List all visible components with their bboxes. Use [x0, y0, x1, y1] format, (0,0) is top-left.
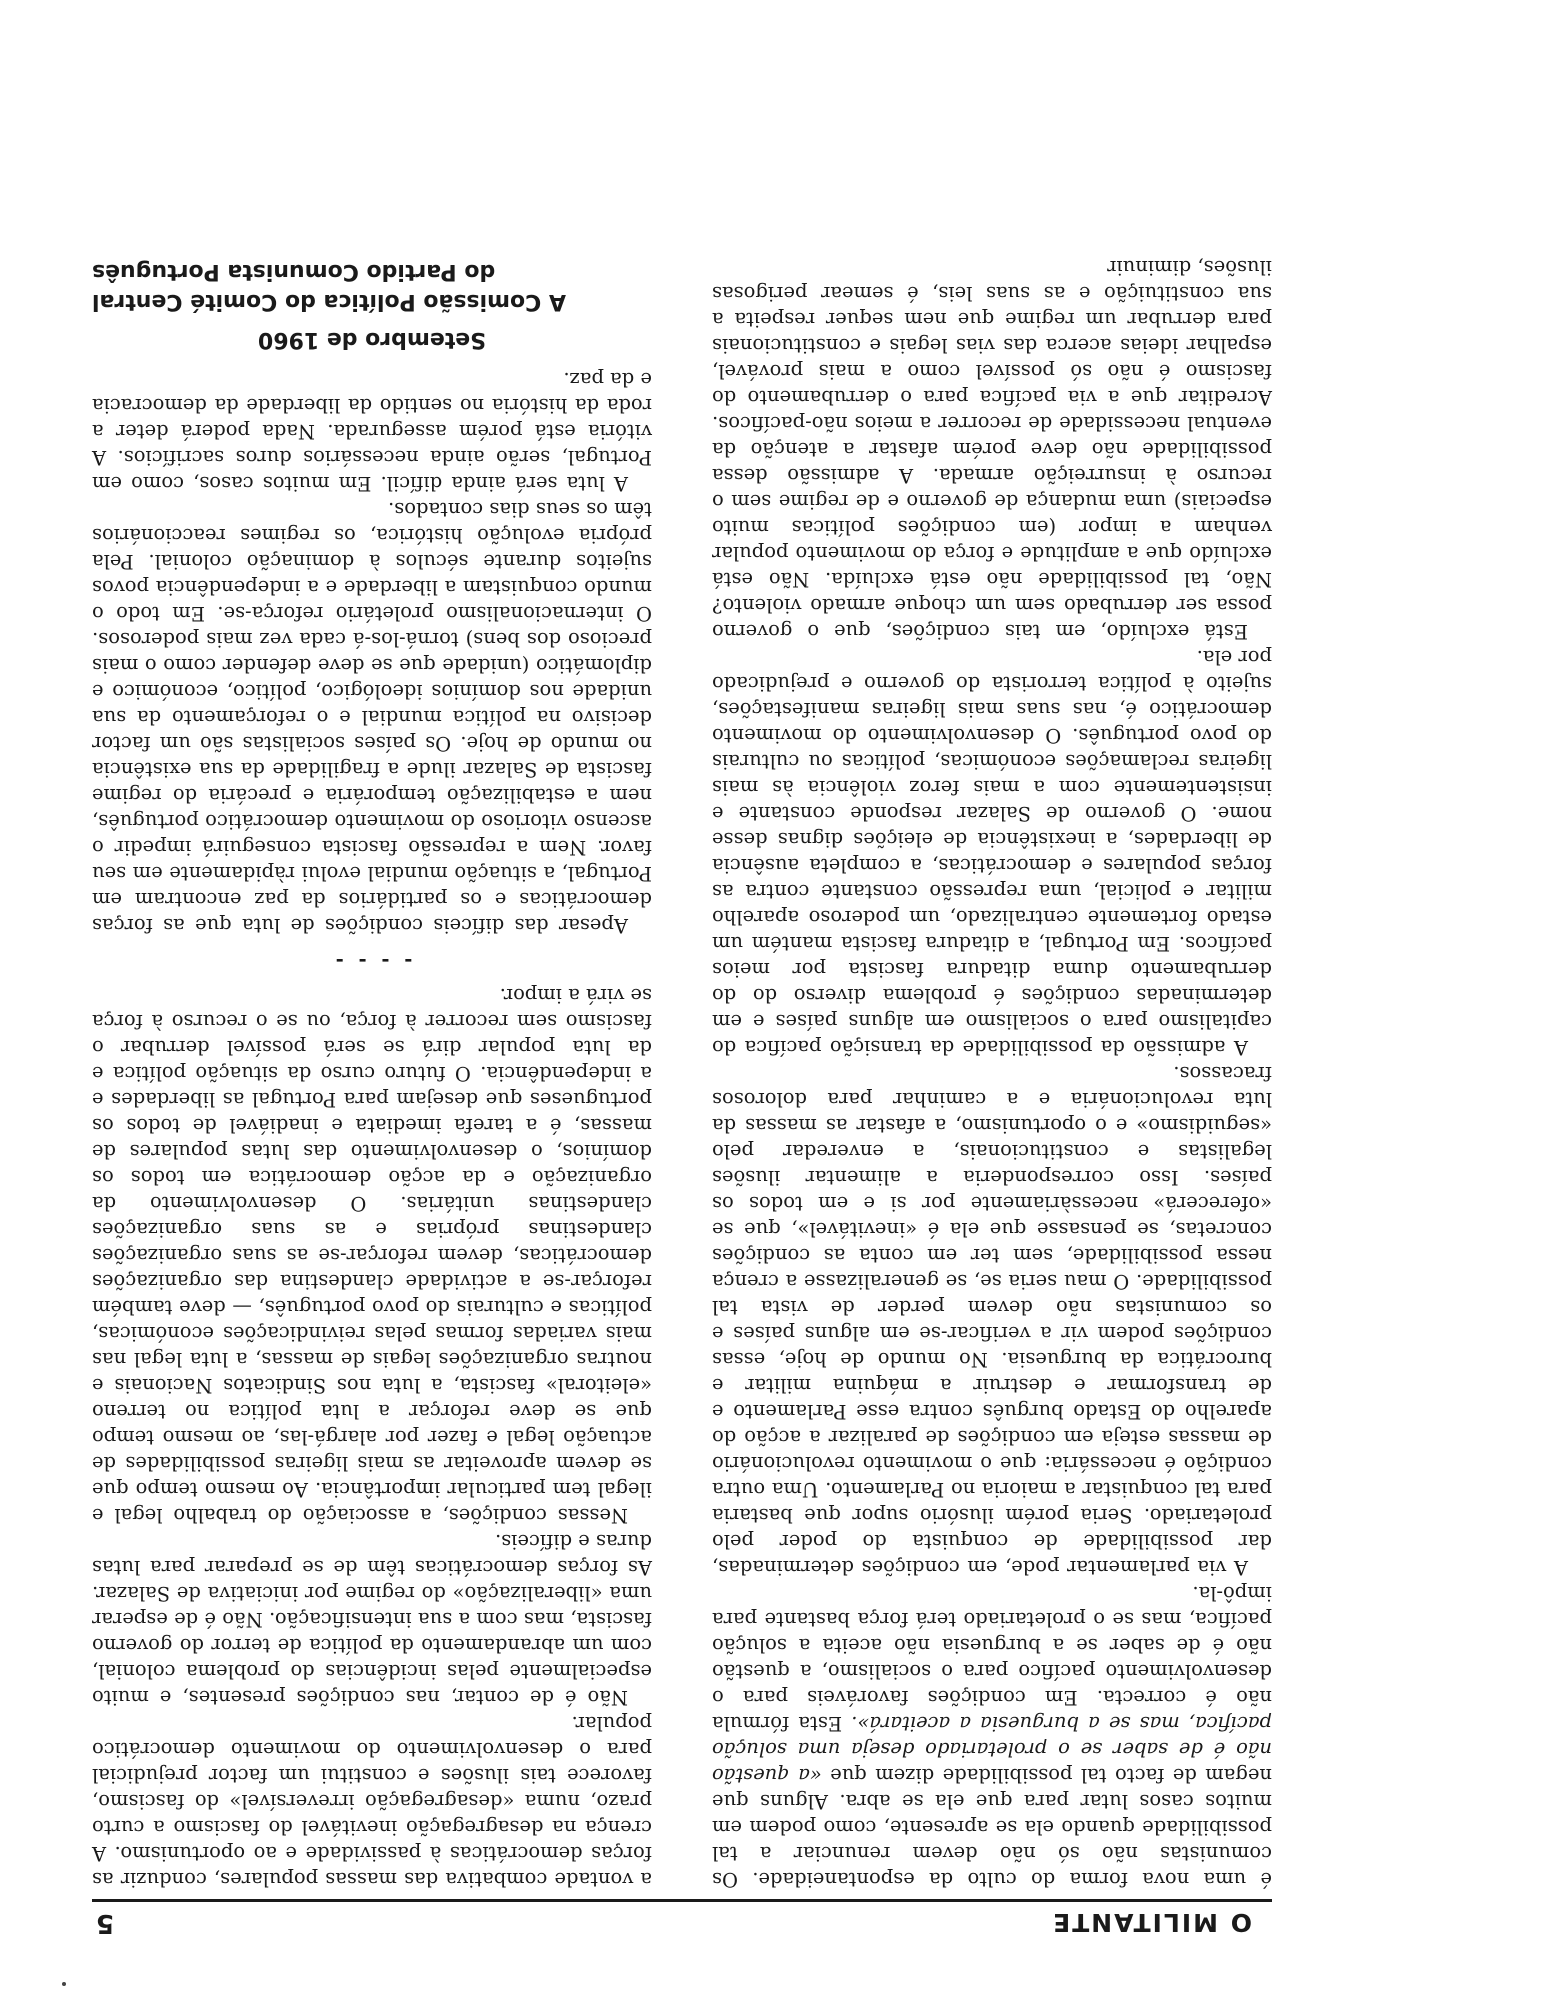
paragraph: Nessas condições, a associação do trabalho legal e ilegal tem particular importância. Ao mesmo tempo que se devem aproveitar as mais ligeiras possibilidades de actuação legal e fazer por alargá-las, ao mesmo tempo que se deve reforçar a luta política no terreno «eleitoral» fascista, a luta nos Sindicatos Nacionais e noutras organizações legais de massas, a luta legal nas mais variadas formas pelas reivindicações económicas, políticas e culturais do povo português, — deve também reforçar-se a actividade clandestina das organizações democráticas, devem reforçar-se as suas organizações clandestinas próprias e as suas organizações clandestinas unitárias. O desenvolvimento da organização e da acção democrática em todos os domínios, o desenvolvimento das lutas populares de massas, é a tarefa imediata e inadiável de todos os portugueses que desejam para Portugal as liberdades e a independência. O futuro curso da situação política e da luta popular dirá se será possível derrubar o fascismo sem recorrer à força, ou se o recurso à força se virá a impor. [92, 984, 652, 1527]
paragraph: Está excluído, em tais condições, que o governo possa ser derrubado sem um choque armado violento? Não, tal possibilidade não está excluída. Não está excluído que a amplitude e força do movimento popular venham a impor (em condições políticas muito especiais) uma mudança de governo e de regime sem o recurso à insurreição armada. A admissão dessa possibilidade não deve porém afastar a atenção da eventual necessidade de recorrer a meios não-pacíficos. Acreditar que a via pacífica para o derrubamento do fascismo é não só possível como a mais provável, espalhar ideias acerca das vias legais e constitucionais para derrubar um regime que nem sequer respeita a sua constituição e as suas leis, é semear perigosas ilusões, diminuir [712, 256, 1272, 643]
signature-block [92, 256, 652, 316]
paragraph: a vontade combativa das massas populares, conduzir as forças democráticas à passividade e ao oportunismo. A crença na desagregação inevitável do fascismo a curto prazo, numa «desagregação irreversível» do fascismo, favorece tais ilusões e constitui um factor prejudicial para o desenvolvimento do movimento democrático popular. [92, 1712, 652, 1891]
paragraph: A via parlamentar pode, em condições determinadas, dar possibilidade de conquista do poder pelo proletariado. Seria porém ilusório supor que bastaria para tal conquistar a maioria no Parlamento. Uma outra condição é necessária: que o movimento revolucionário de massas esteja em condições de paralizar a acção do aparelho do Estado burguês contra esse Parlamento e de transformar e destruir a máquina militar e burocrática da burguesia. No mundo de hoje, essas condições podem vir a verificar-se em alguns países e os comunistas não devem perder de vista tal possibilidade. O mau seria se, se generalizasse a crença nessa possibilidade, sem ter em conta as condições concretas, se pensasse que ela é «inevitável», que se «oferecerá» necessàriamente por si e em todos os países. Isso corresponderia a alimentar ilusões legalistas e constitucionais, a enveredar pelo «seguidismo» e o oportunismo, a afastar as massas da luta revolucionária e a caminhar para dolorosos fracassos. [712, 1062, 1272, 1579]
section-separator: - - - - [331, 950, 413, 973]
text-column-left [712, 254, 1272, 1892]
text-column-right [92, 256, 652, 1892]
paragraph: Não é de contar, nas condições presentes, e muito especialmente pelas incidências do problema colonial, com um abrandamento da política de terror do governo fascista, mas com a sua intensificação. Não é de esperar uma «liberalização» do regime por iniciativa de Salazar. As forças democráticas têm de se preparar para lutas duras e difíceis. [92, 1530, 652, 1709]
paragraph: A admissão da possibilidade da transição pacífica do capitalismo para o socialismo em alguns países e em determinadas condições é problema diverso do do derrubamento duma ditadura fascista por meios pacíficos. Em Portugal, a ditadura fascista mantém um estado fortemente centralizado, um poderoso aparelho militar e policial, uma repressão constante contra as forças populares e democráticas, a completa ausência de liberdades, a inexistência de eleições dignas desse nome. O governo de Salazar responde constante e insistentemente com a mais feroz violência às mais ligeiras reclamações económicas, políticas ou culturais do povo português. O desenvolvimento do movimento democrático é, nas suas mais ligeiras manifestações, sujeito à política terrorista do governo e prejudicado por ela. [712, 646, 1272, 1059]
page-number: 5 [96, 1908, 115, 1938]
header-rule [92, 1899, 1272, 1902]
paragraph [712, 1580, 1272, 1892]
page-header [96, 1908, 1252, 1944]
date-line: Setembro de 1960 [257, 327, 487, 352]
paragraph-text: é uma nova forma do culto da espontaneidade. Os comunistas não só não devem renunciar a tal possibilidade quando ela se apresente, como podem em muitos casos lutar para que ela se abra. Alguns que negam de facto tal possibilidade dizem que [712, 1764, 1272, 1891]
paragraph: A luta será ainda difícil. Em muitos casos, como em Portugal, serão ainda necessários duros sacrifícios. A vitória está porém assegurada. Nada poderá deter a roda da história no sentido da liberdade da democracia e da paz. [92, 368, 652, 495]
journal-title: O MILITANTE [1051, 1908, 1252, 1937]
quoted-formula: «a questão não é de saber se o proletariado deseja uma solução pacífica, mas se a burguesia a aceitará». [711, 1712, 1272, 1787]
signature-line: A Comissão Política do Comité Central [92, 289, 566, 314]
signature-line: do Partido Comunista Português [92, 259, 496, 284]
paragraph: Apesar das difíceis condições de luta que as forças democráticas e os partidários da paz encontram em Portugal, a situação mundial evolui ràpidamente em seu favor. Nem a repressão fascista conseguirá impedir o ascenso vitorioso do movimento democrático português, nem a estabilização temporária e precária do regime fascista de Salazar ilude a fragilidade da sua existência no mundo de hoje. Os países socialistas são um factor decisivo na política mundial e o reforçamento da sua unidade nos domínios ideológico, político, económico e diplomático (unidade que se deve defender como o mais precioso dos bens) torná-los-á cada vez mais poderosos. O internacionalismo proletário reforça-se. Em todo o mundo conquistam a liberdade e a independência povos sujeitos durante séculos à dominação colonial. Pela própria evolução histórica, os regimes reaccionários têm os seus dias contados. [92, 498, 652, 937]
paragraph-text: Esta fórmula não é correcta. Em condições favoráveis para o desenvolvimento pacífico para o socialismo, a questão não é de saber se a burguesia não aceita a solução pacífica, mas se o proletariado terá força bastante para impô-la. [711, 1582, 1272, 1735]
scan-speck [62, 1982, 66, 1986]
